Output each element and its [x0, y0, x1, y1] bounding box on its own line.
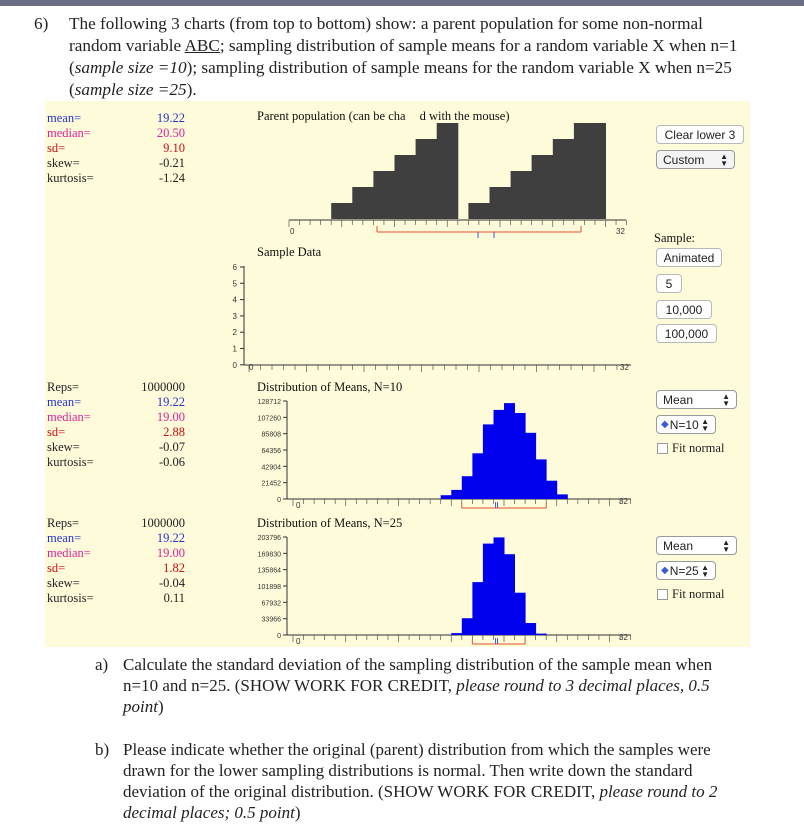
dist25-reps-label: Reps= — [47, 516, 80, 530]
dist10-fit-normal-label: Fit normal — [672, 441, 725, 455]
question-number: 6) — [34, 14, 49, 33]
animated-button[interactable]: Animated — [656, 248, 722, 267]
select-arrows-icon: ▲ ▼ — [701, 416, 709, 433]
dist25-chart-title: Distribution of Means, N=25 — [257, 516, 403, 530]
dist25-kurtosis-label: kurtosis= — [47, 591, 94, 605]
dist-bar — [494, 410, 505, 499]
custom-select[interactable] — [656, 150, 735, 169]
sample-y-label: 3 — [232, 311, 237, 321]
parent-chart-title — [257, 109, 509, 124]
dist-bar — [483, 424, 494, 499]
parent-median-label: median= — [47, 126, 91, 140]
parent-sd-value: 9.10 — [163, 141, 185, 155]
dist-bar — [525, 623, 536, 635]
dist25-fit-normal-label: Fit normal — [672, 587, 725, 601]
dist25-fit-normal[interactable] — [657, 587, 724, 602]
dist-bar — [472, 582, 483, 635]
parent-kurtosis-value: -1.24 — [158, 171, 185, 185]
parent-bars[interactable] — [331, 123, 606, 219]
dist-bar — [525, 433, 536, 499]
dist-bar — [472, 453, 483, 499]
sample-100000-button[interactable]: 100,000 — [656, 324, 717, 343]
part-b-text-main: Please indicate whether the original (parent) distribution from which the samples were drawn for the lower sampling distributions is normal. Then write down the standard deviation of the original distribution. (SHOW WORK FOR CREDIT, — [123, 740, 711, 801]
dist25-median-value: 19.00 — [156, 546, 185, 560]
sample-10000-button[interactable]: 10,000 — [656, 300, 712, 319]
dist-x-min: 0 — [296, 501, 301, 510]
parent-skew-value: -0.21 — [158, 156, 185, 170]
sample-y-label: 0 — [232, 360, 237, 370]
dist10-sd-value: 2.88 — [163, 425, 185, 439]
parent-bar[interactable] — [416, 139, 427, 219]
sample-5-button[interactable]: 5 — [656, 274, 682, 293]
dist-y-label: 85808 — [261, 431, 281, 439]
question-text-c: ); sampling distribution of sample means for the random variable X when n=25 ( — [69, 58, 732, 99]
dist25-median-label: median= — [47, 546, 91, 560]
dist25-stat-label: Mean — [663, 538, 694, 553]
dist-y-label: 107260 — [257, 415, 281, 423]
parent-bar[interactable] — [426, 139, 437, 219]
parent-bar[interactable] — [352, 187, 363, 219]
part-a-label: a) — [95, 655, 109, 674]
parent-bar[interactable] — [553, 139, 564, 219]
dist10-skew-value: -0.07 — [158, 440, 185, 454]
parent-bar[interactable] — [363, 187, 374, 219]
dist-bar — [536, 634, 547, 635]
parent-bar[interactable] — [584, 123, 595, 219]
dist10-kurtosis-label: kurtosis= — [47, 455, 94, 469]
dist10-kurtosis-value: -0.06 — [158, 455, 185, 469]
dist-bar — [557, 494, 568, 499]
dist10-median-value: 19.00 — [156, 410, 185, 424]
question-ital1: sample size =10 — [74, 58, 187, 77]
part-a-text-ital: please round to 3 decimal places, 0.5 point — [123, 676, 710, 716]
dist-bar — [462, 476, 473, 499]
dist10-n-select[interactable] — [656, 415, 716, 434]
part-a-text — [123, 654, 743, 717]
dist-bar — [441, 495, 452, 499]
dist10-reps-value: 1000000 — [141, 380, 185, 394]
n-icon: ◆ — [661, 565, 669, 576]
dist10-skew-label: skew= — [47, 440, 80, 454]
select-arrows-icon: ▲ ▼ — [722, 391, 730, 408]
parent-bar[interactable] — [521, 171, 532, 219]
dist25-mean-label: mean= — [47, 531, 82, 545]
parent-bar[interactable] — [574, 123, 585, 219]
parent-bar[interactable] — [447, 123, 458, 219]
dist-bar — [483, 544, 494, 635]
select-arrows-icon: ▲ ▼ — [720, 151, 728, 168]
dist-y-label: 0 — [277, 497, 281, 504]
dist10-sd-label: sd= — [47, 425, 66, 439]
parent-bar[interactable] — [511, 171, 522, 219]
parent-title-b: d with the mouse) — [419, 109, 510, 123]
parent-title-a: Parent population (can be cha — [257, 109, 406, 123]
parent-bar[interactable] — [405, 155, 416, 219]
dist-bar — [515, 593, 526, 635]
dist-bar — [451, 633, 462, 635]
dist25-kurtosis-value: 0.11 — [163, 591, 185, 605]
dist10-stat-label: Mean — [663, 392, 694, 407]
select-arrows-icon: ▲ ▼ — [722, 537, 730, 554]
part-b-text-end: ) — [294, 803, 301, 822]
parent-bar[interactable] — [342, 203, 353, 219]
dist25-n-select[interactable] — [656, 561, 716, 580]
dist-y-label: 67932 — [261, 600, 281, 608]
parent-kurtosis-label: kurtosis= — [47, 171, 94, 185]
select-arrows-icon: ▲ ▼ — [701, 562, 709, 579]
dist10-stat-select[interactable] — [656, 390, 737, 409]
parent-bar[interactable] — [373, 171, 384, 219]
parent-bar[interactable] — [468, 203, 479, 219]
dist-bar — [536, 459, 547, 499]
sample-y-label: 4 — [232, 295, 237, 305]
parent-ticks — [289, 220, 627, 227]
dist25-stat-select[interactable] — [656, 536, 737, 555]
part-b-text-ital: please round to 2 decimal places; 0.5 point — [123, 782, 718, 822]
dist10-chart — [205, 386, 645, 516]
parent-x-min: 0 — [290, 227, 295, 236]
sample-chart-title: Sample Data — [257, 245, 322, 259]
dist-y-label: 135864 — [257, 567, 281, 575]
dist-bar — [504, 403, 515, 499]
question-text-a: The following 3 charts (from top to bottom) show: a parent population for some non-normal random variable — [69, 14, 703, 55]
dist-bar — [451, 490, 462, 499]
n-icon: ◆ — [661, 419, 669, 430]
part-a-text-main: Calculate the standard deviation of the sampling distribution of the sample mean when n=10 and n=25. (SHOW WORK FOR CREDIT, — [123, 655, 713, 695]
parent-sd-label: sd= — [47, 141, 66, 155]
dist10-chart-title: Distribution of Means, N=10 — [257, 380, 403, 394]
dist25-skew-label: skew= — [47, 576, 80, 590]
dist25-sd-value: 1.82 — [163, 561, 185, 575]
sample-x-ticks — [249, 365, 617, 372]
dist-bar — [462, 618, 473, 635]
dist10-n-label: N=10 — [669, 417, 699, 432]
dist-bar — [546, 481, 557, 499]
dist25-sd-label: sd= — [47, 561, 66, 575]
part-a-text-end: ) — [157, 697, 164, 716]
sample-y-label: 5 — [232, 279, 237, 289]
dist-x-max: 32 — [619, 497, 628, 506]
dist10-median-label: median= — [47, 410, 91, 424]
parent-bar[interactable] — [500, 187, 511, 219]
parent-bar[interactable] — [542, 155, 553, 219]
dist25-reps-value: 1000000 — [141, 516, 185, 530]
dist-y-label: 169830 — [257, 551, 281, 559]
question-abc: ABC — [184, 36, 220, 55]
sample-data-chart — [205, 246, 645, 376]
dist-y-label: 21452 — [261, 480, 281, 488]
parent-skew-label: skew= — [47, 156, 80, 170]
dist25-skew-value: -0.04 — [158, 576, 185, 590]
checkbox-icon[interactable] — [657, 443, 668, 454]
dist-y-label: 128712 — [257, 399, 281, 406]
parent-mean-value: 19.22 — [156, 111, 185, 125]
dist-bar — [515, 413, 526, 499]
dist-y-label: 64356 — [261, 448, 281, 455]
dist-y-label: 33966 — [261, 616, 281, 624]
dist10-mean-label: mean= — [47, 395, 82, 409]
parent-bar[interactable] — [532, 155, 543, 219]
question-text — [69, 13, 759, 101]
dist25-n-label: N=25 — [669, 563, 699, 578]
dist-y-label: 101898 — [257, 584, 281, 591]
sample-y-ticks — [233, 263, 244, 370]
dist10-fit-normal[interactable] — [657, 441, 724, 456]
parent-median-value: 20.50 — [156, 126, 185, 140]
parent-bar[interactable] — [331, 203, 342, 219]
parent-bar[interactable] — [490, 187, 501, 219]
simulation-applet — [45, 101, 750, 647]
parent-bar[interactable] — [437, 123, 448, 219]
dist-x-max: 32 — [619, 633, 628, 642]
parent-bar[interactable] — [595, 123, 606, 219]
sample-y-label: 2 — [232, 328, 237, 338]
sample-x-max: 32 — [620, 363, 629, 372]
custom-select-label: Custom — [663, 152, 705, 167]
sample-y-label: 1 — [232, 344, 237, 354]
sample-x-min: 0 — [249, 363, 254, 372]
parent-x-max: 32 — [616, 227, 625, 236]
question-text-d: ). — [186, 80, 197, 99]
sample-y-label: 6 — [232, 263, 237, 272]
dist-bar — [504, 554, 515, 635]
question-ital2: sample size =25 — [74, 80, 187, 99]
part-b-text — [123, 739, 743, 823]
parent-bar[interactable] — [395, 155, 406, 219]
sample-label: Sample: — [654, 231, 695, 245]
dist-bar — [494, 537, 505, 635]
parent-bar[interactable] — [563, 139, 574, 219]
dist-y-label: 0 — [277, 633, 281, 640]
part-b-label: b) — [95, 740, 110, 759]
dist-y-label: 203796 — [257, 535, 281, 542]
parent-mean-label: mean= — [47, 111, 82, 125]
question-text-b: ; sampling distribution of sample means for a random variable X when n=1 ( — [69, 36, 738, 77]
dist25-mean-value: 19.22 — [156, 531, 185, 545]
parent-bar[interactable] — [479, 203, 490, 219]
dist-x-min: 0 — [296, 637, 301, 646]
parent-bar[interactable] — [384, 171, 395, 219]
dist10-reps-label: Reps= — [47, 380, 80, 394]
dist25-chart — [205, 522, 645, 647]
clear-lower-button[interactable]: Clear lower 3 — [656, 125, 744, 144]
dist10-mean-value: 19.22 — [156, 395, 185, 409]
top-bar — [0, 0, 804, 6]
checkbox-icon[interactable] — [657, 589, 668, 600]
dist-y-label: 42904 — [261, 464, 281, 472]
